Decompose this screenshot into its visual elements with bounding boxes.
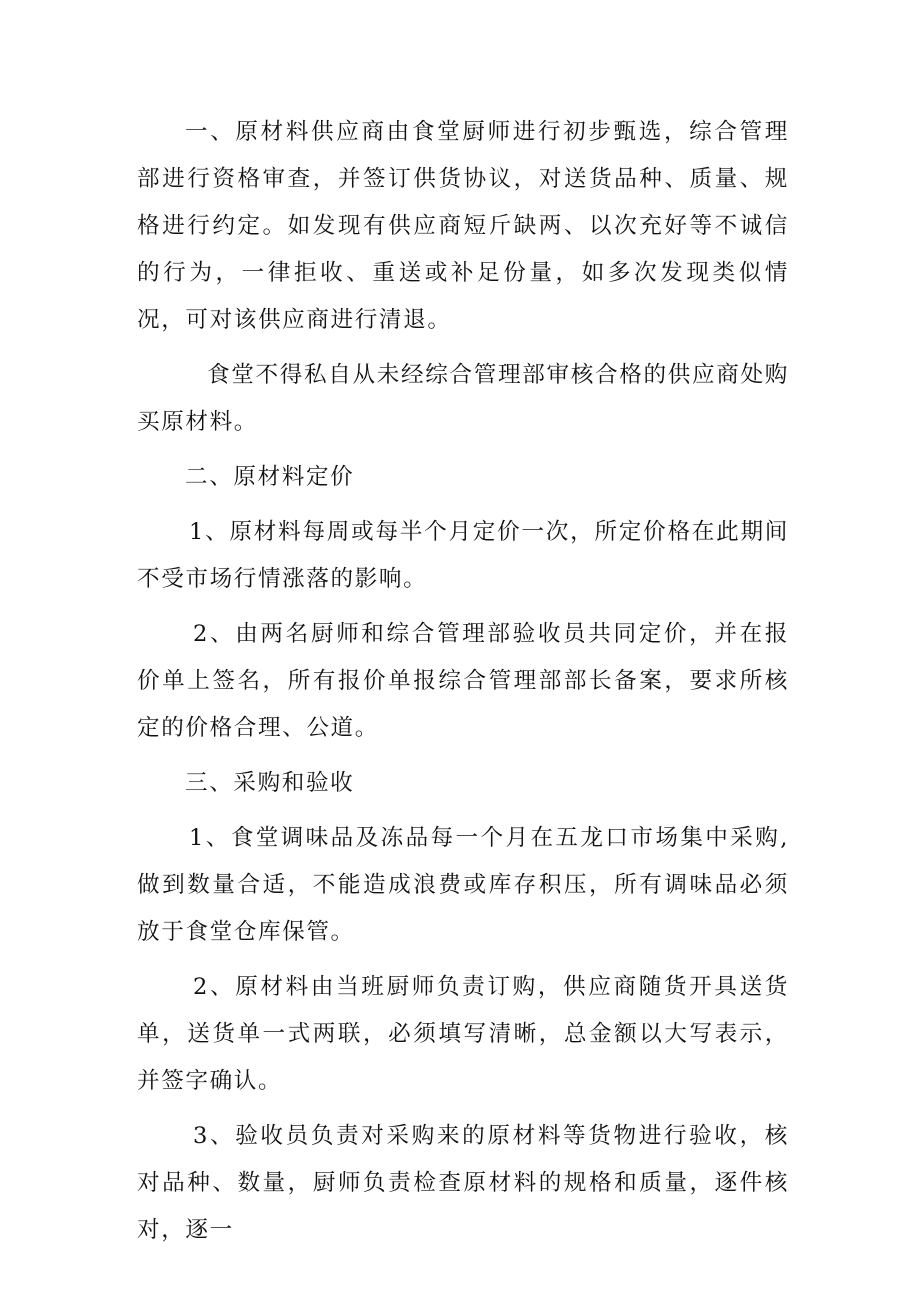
- paragraph-gap: [137, 344, 789, 352]
- paragraph-gap: [137, 501, 789, 509]
- paragraph-gap: [137, 807, 789, 815]
- paragraph-purchase-1: 1、食堂调味品及冻品每一个月在五龙口市场集中采购,做到数量合适，不能造成浪费或库存积压，所有调味品必须放于食堂仓库保管。: [137, 825, 789, 945]
- paragraph-purchase-3: 3、验收员负责对采购来的原材料等货物进行验收，核对品种、数量，厨师负责检查原材料的规格和质量，逐件核对，逐一: [137, 1123, 789, 1243]
- section-heading-pricing: 二、原材料定价: [185, 464, 355, 490]
- section-heading-purchase: 三、采购和验收: [185, 770, 355, 796]
- paragraph-pricing-2: 2、由两名厨师和综合管理部验收员共同定价，并在报价单上签名，所有报价单报综合管理部部长备案，要求所核定的价格合理、公道。: [137, 621, 789, 741]
- paragraph-supplier-selection: 一、原材料供应商由食堂厨师进行初步甄选，综合管理部进行资格审查，并签订供货协议，对送货品种、质量、规格进行约定。如发现有供应商短斤缺两、以次充好等不诚信的行为，一律拒收、重送或补足份量，如多次发现类似情况，可对该供应商进行清退。: [137, 119, 789, 333]
- paragraph-gap: [137, 446, 789, 454]
- paragraph-gap: [137, 752, 789, 760]
- paragraph-pricing-1: 1、原材料每周或每半个月定价一次，所定价格在此期间不受市场行情涨落的影响。: [137, 519, 789, 592]
- paragraph-gap: [137, 956, 789, 964]
- paragraph-gap: [137, 1105, 789, 1113]
- document-body: [137, 109, 789, 1254]
- paragraph-gap: [137, 603, 789, 611]
- paragraph-purchase-2: 2、原材料由当班厨师负责订购，供应商随货开具送货单，送货单一式两联，必须填写清晰，总金额以大写表示，并签字确认。: [137, 974, 789, 1094]
- paragraph-supplier-restriction: 食堂不得私自从未经综合管理部审核合格的供应商处购买原材料。: [137, 362, 789, 435]
